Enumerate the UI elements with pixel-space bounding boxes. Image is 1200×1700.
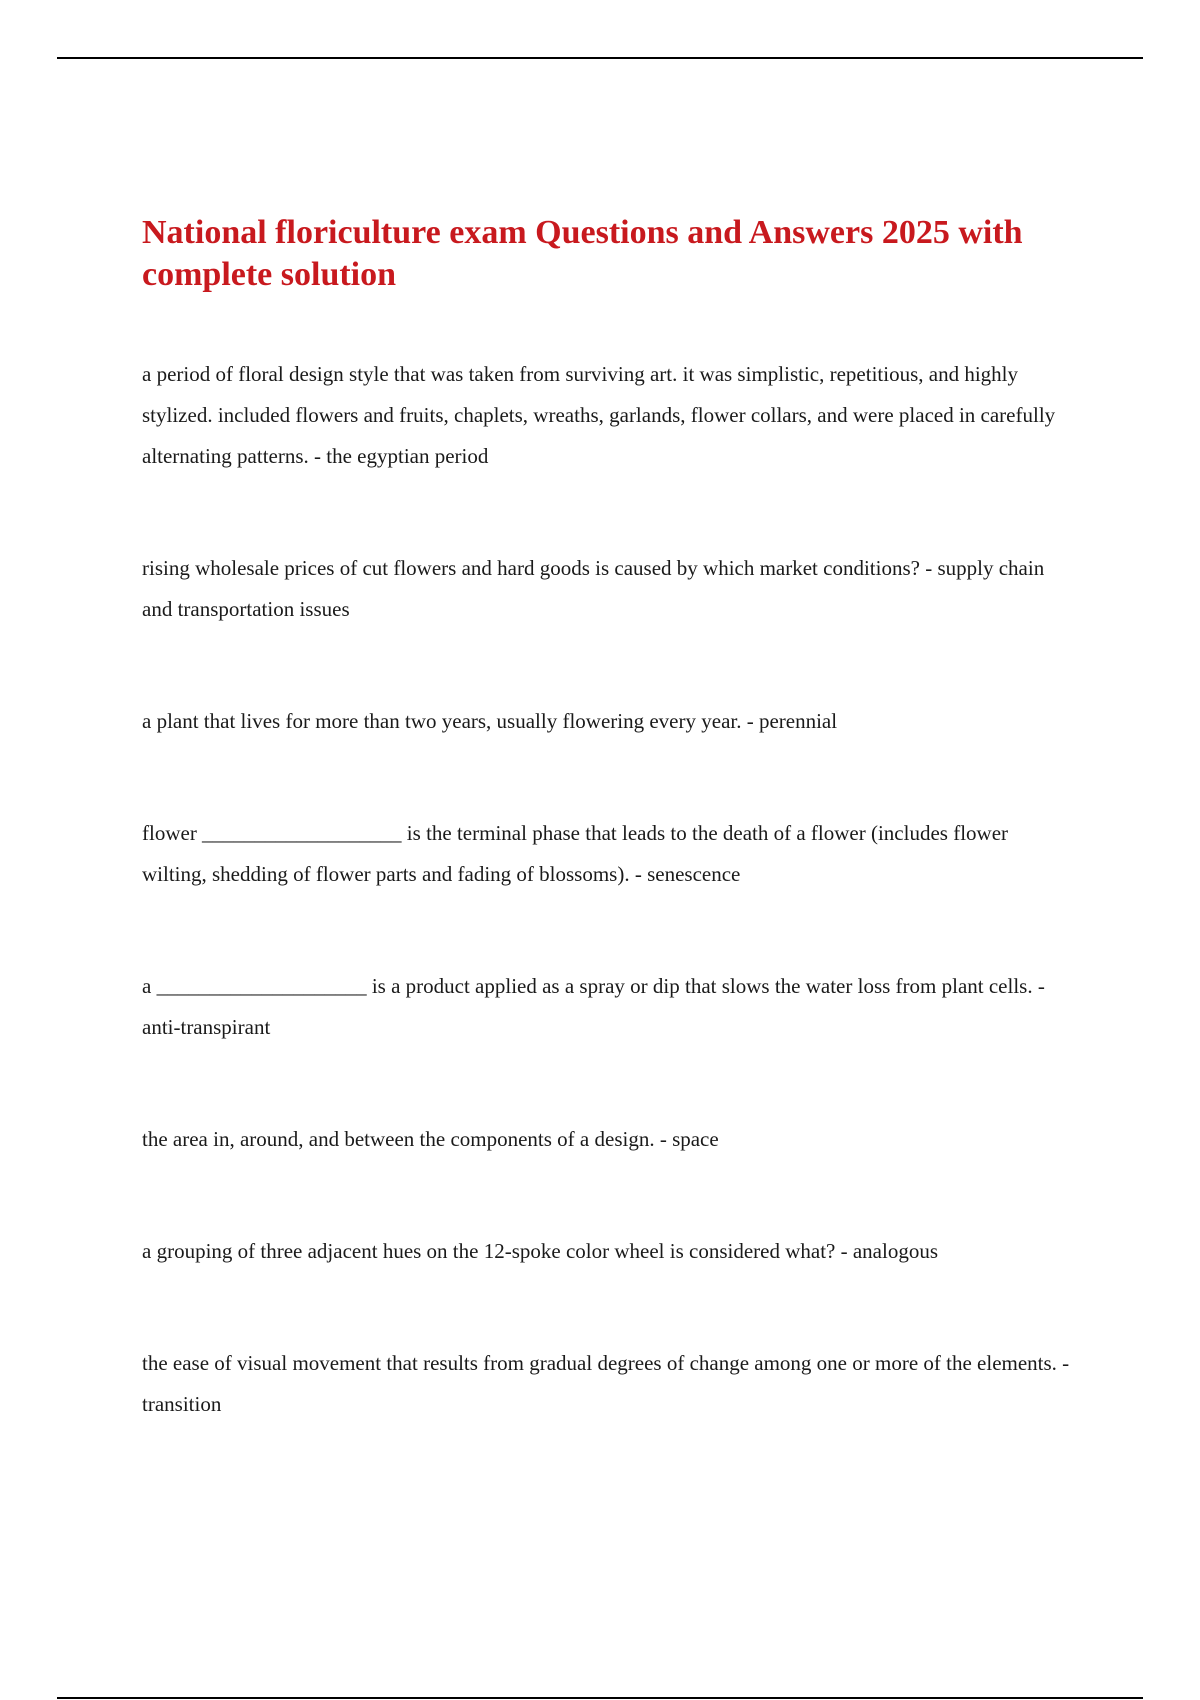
qa-item: a grouping of three adjacent hues on the 12-spoke color wheel is considered what? - analogous [142, 1239, 938, 1263]
qa-item: a ____________________ is a product applied as a spray or dip that slows the water loss from plant cells. - anti-transpirant [142, 974, 1045, 1039]
qa-item: a plant that lives for more than two years, usually flowering every year. - perennial [142, 709, 838, 733]
qa-item: the ease of visual movement that results from gradual degrees of change among one or more of the elements. - transition [142, 1351, 1070, 1416]
document-title: National floriculture exam Questions and Answers 2025 with complete solution [142, 214, 1023, 293]
document-body [142, 212, 1072, 1425]
qa-item: rising wholesale prices of cut flowers and hard goods is caused by which market conditions? - supply chain and transportation issues [142, 556, 1045, 621]
bottom-rule [57, 1697, 1143, 1699]
qa-item: flower ___________________ is the terminal phase that leads to the death of a flower (includes flower wilting, shedding of flower parts and fading of blossoms). - senescence [142, 821, 1009, 886]
qa-item: a period of floral design style that was taken from surviving art. it was simplistic, repetitious, and highly stylized. included flowers and fruits, chaplets, wreaths, garlands, flower collars, and were placed in carefully alternating patterns. - the egyptian period [142, 362, 1056, 468]
top-rule [57, 57, 1143, 59]
qa-item: the area in, around, and between the components of a design. - space [142, 1127, 719, 1151]
qa-list [142, 354, 1072, 1425]
